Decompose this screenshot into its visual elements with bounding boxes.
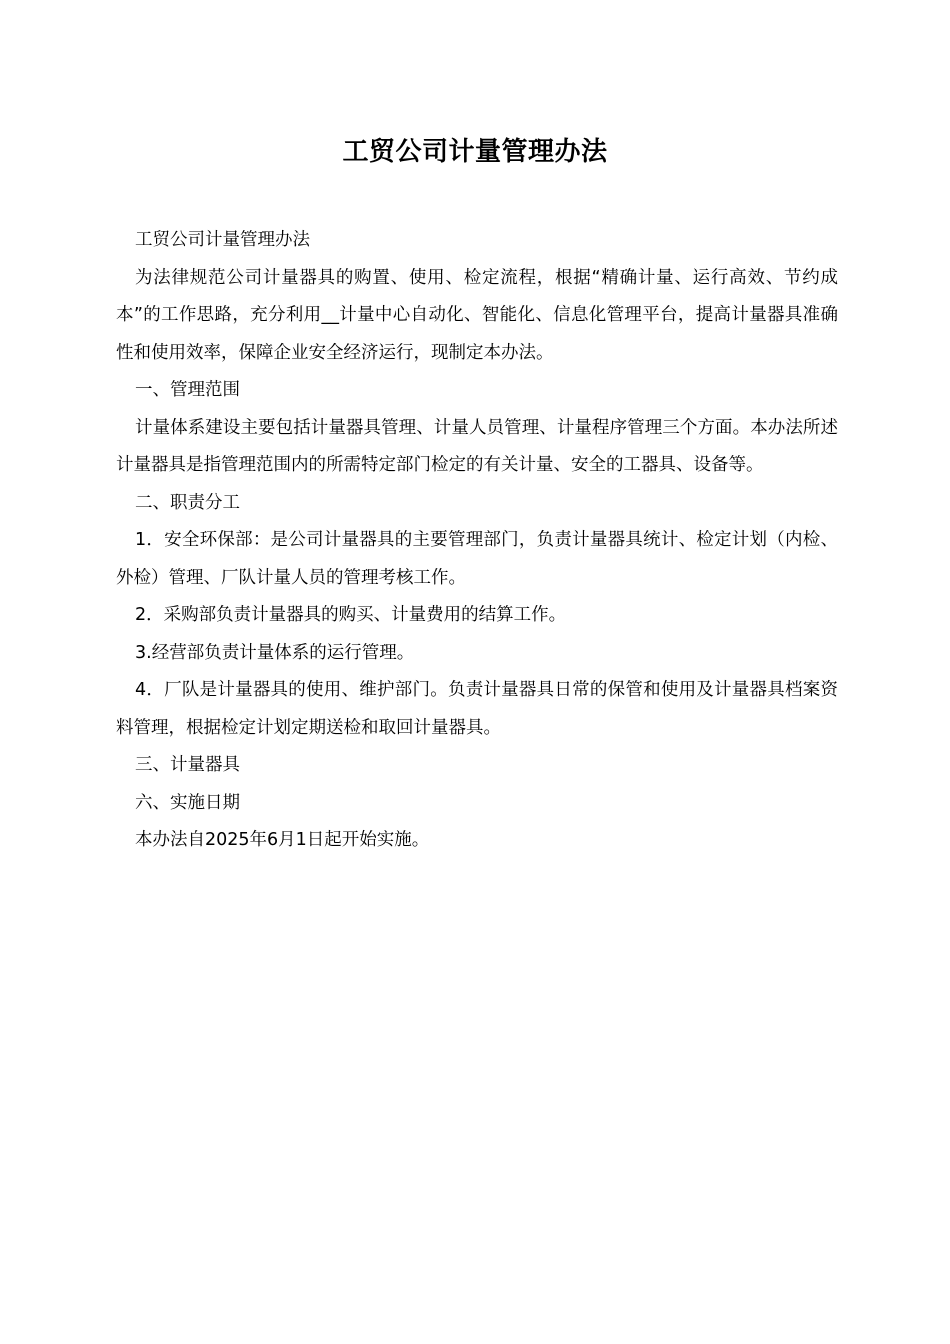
section-heading-responsibilities: 二、职责分工 xyxy=(135,492,240,513)
document-title: 工贸公司计量管理办法 xyxy=(342,137,608,167)
paragraph-subtitle: 工贸公司计量管理办法 xyxy=(135,230,310,250)
paragraph-intro: 为法律规范公司计量器具的购置、使用、检定流程，根据“精确计量、运行高效、节约成本”的工作思路，充分利用__计量中心自动化、智能化、信息化管理平台，提高计量器具准确性和使用效率，保障企业安全经济运行，现制定本办法。 xyxy=(116,267,838,363)
list-item-safety-dept: 1．安全环保部：是公司计量器具的主要管理部门，负责计量器具统计、检定计划（内检、外检）管理、厂队计量人员的管理考核工作。 xyxy=(116,530,838,588)
list-item-purchasing-dept: 2．采购部负责计量器具的购买、计量费用的结算工作。 xyxy=(135,605,567,625)
list-item-operations-dept: 3.经营部负责计量体系的运行管理。 xyxy=(135,642,415,663)
section-heading-instruments: 三、计量器具 xyxy=(135,755,240,775)
document-body xyxy=(116,222,838,860)
paragraph-effective-date: 本办法自2025年6月1日起开始实施。 xyxy=(135,830,430,850)
list-item-plant-teams: 4．厂队是计量器具的使用、维护部门。负责计量器具日常的保管和使用及计量器具档案资料管理，根据检定计划定期送检和取回计量器具。 xyxy=(116,680,838,738)
paragraph-scope: 计量体系建设主要包括计量器具管理、计量人员管理、计量程序管理三个方面。本办法所述计量器具是指管理范围内的所需特定部门检定的有关计量、安全的工器具、设备等。 xyxy=(116,417,838,475)
section-heading-scope: 一、管理范围 xyxy=(135,380,240,400)
section-heading-effective-date: 六、实施日期 xyxy=(135,792,240,813)
